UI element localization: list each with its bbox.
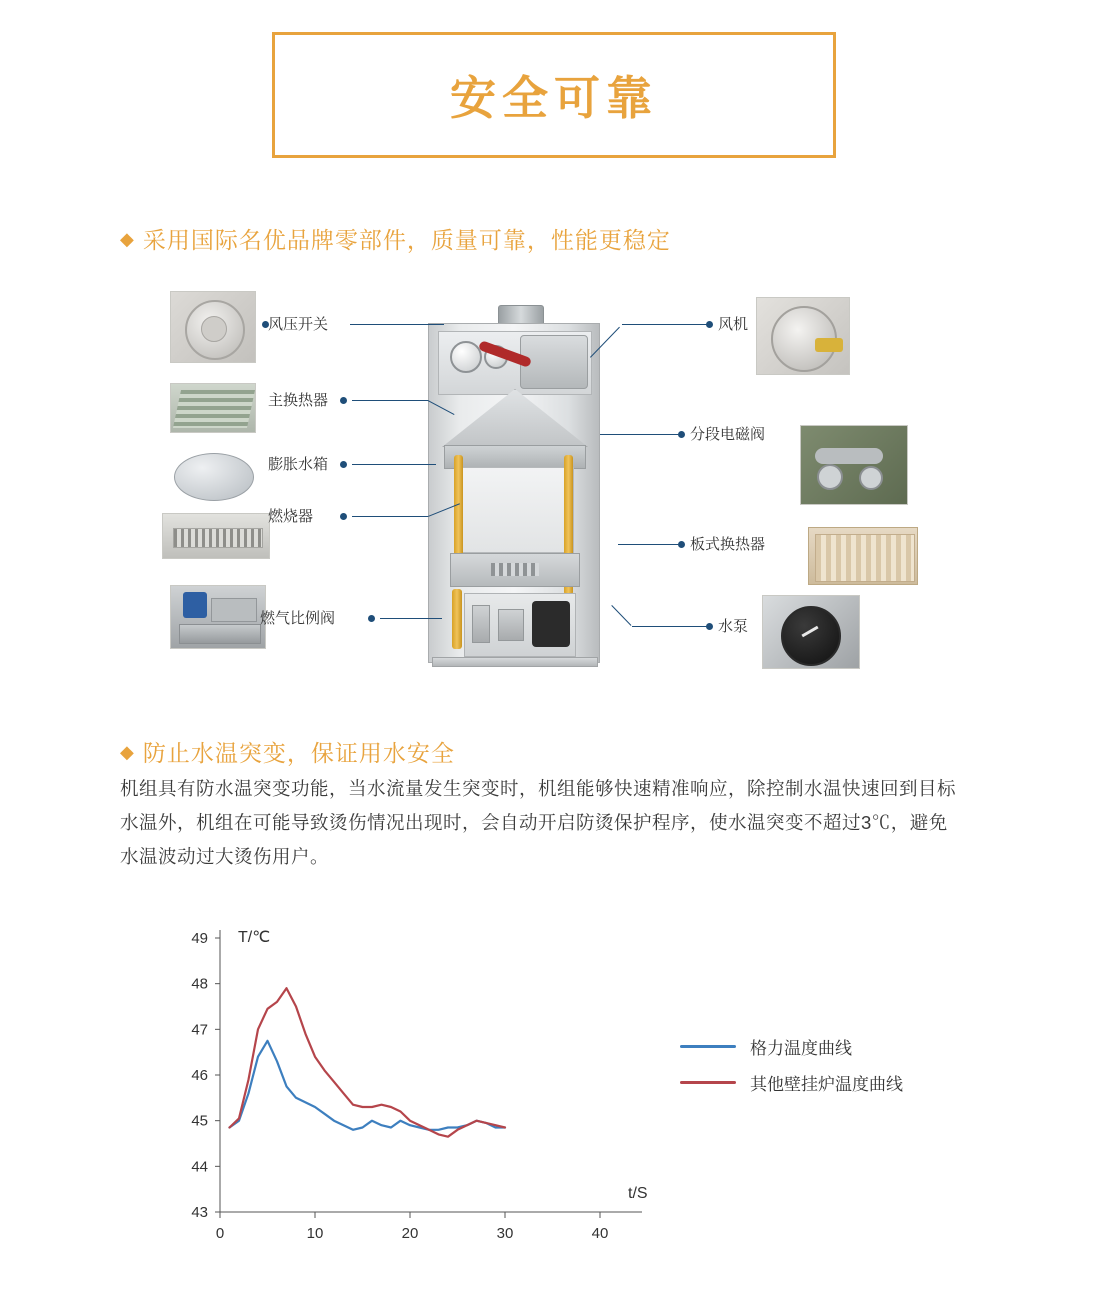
legend-swatch-gree [680, 1045, 736, 1048]
thumb-expansion-tank [170, 445, 256, 507]
diamond-bullet-icon-2: ◆ [120, 741, 135, 762]
callout-label-plate-heat-exchanger: 板式换热器 [690, 536, 766, 553]
thumb-water-pump [762, 595, 860, 669]
callout-label-water-pump: 水泵 [718, 618, 749, 635]
boiler-unit-illustration [428, 305, 600, 665]
boiler-exploded-diagram [0, 275, 1100, 685]
svg-text:47: 47 [191, 1021, 208, 1039]
thumb-main-heat-exchanger [170, 383, 256, 433]
svg-text:20: 20 [401, 1225, 419, 1242]
legend-item-gree [680, 1028, 903, 1064]
leader-dot-gas-proportional-valve [368, 615, 375, 622]
section-heading-components [120, 222, 671, 255]
leader-dot-main-heat-exchanger [340, 397, 347, 404]
section-heading-safety [120, 735, 455, 768]
callout-label-gas-proportional-valve: 燃气比例阀 [260, 610, 336, 627]
callout-label-expansion-tank: 膨胀水箱 [268, 456, 329, 473]
boiler-combustion-chamber [456, 467, 574, 553]
boiler-pump-block [532, 601, 570, 647]
thumb-air-pressure-switch [170, 291, 256, 363]
boiler-base-rail [432, 657, 598, 667]
boiler-valve-one [472, 605, 490, 643]
callout-label-segmented-solenoid-valve: 分段电磁阀 [690, 426, 766, 443]
callout-label-fan: 风机 [718, 316, 749, 333]
svg-text:44: 44 [191, 1158, 208, 1176]
leader-dot-expansion-tank [340, 461, 347, 468]
svg-text:46: 46 [191, 1067, 208, 1084]
svg-text:T/℃: T/℃ [238, 929, 271, 946]
boiler-burner-slots [491, 563, 539, 576]
thumb-plate-heat-exchanger [808, 527, 918, 585]
thumb-gas-proportional-valve [170, 585, 266, 649]
section-heading-safety-text: 防止水温突变，保证用水安全 [142, 740, 455, 766]
svg-text:t/S: t/S [628, 1185, 648, 1202]
thumb-burner [162, 513, 270, 559]
boiler-valve-two [498, 609, 524, 641]
svg-text:40: 40 [591, 1225, 609, 1242]
safety-description-paragraph: 机组具有防水温突变功能，当水流量发生突变时，机组能够快速精准响应，除控制水温快速回到目标水温外，机组在可能导致烫伤情况出现时，会自动开启防烫保护程序，使水温突变不超过3℃，避免水温波动过大烫伤用户。 [120, 778, 957, 867]
callout-label-air-pressure-switch: 风压开关 [268, 316, 329, 333]
boiler-burner [450, 553, 580, 587]
boiler-pressure-gauge [450, 341, 482, 373]
temperature-curve-chart [120, 910, 1020, 1270]
boiler-left-pipe [454, 455, 463, 565]
legend-item-other [680, 1064, 903, 1100]
leader-line-aps-seg [350, 324, 386, 325]
leader-line-main-heat-exchanger [352, 400, 428, 401]
page-title-banner [272, 32, 836, 158]
thumb-fan [756, 297, 850, 375]
boiler-bottom-pipe [452, 589, 462, 649]
svg-text:48: 48 [191, 975, 208, 993]
chart-legend [680, 1028, 903, 1100]
callout-label-main-heat-exchanger: 主换热器 [268, 392, 329, 409]
leader-line-gas-proportional-valve [380, 618, 442, 619]
leader-line-fan [622, 324, 708, 325]
diamond-bullet-icon: ◆ [120, 228, 135, 249]
page-title: 安全可靠 [450, 72, 658, 124]
leader-line-pump-seg [611, 605, 631, 626]
legend-label-other: 其他壁挂炉温度曲线 [750, 1074, 903, 1094]
leader-line-segmented-solenoid-valve [600, 434, 680, 435]
leader-line-plate-heat-exchanger [618, 544, 680, 545]
section-heading-components-text: 采用国际名优品牌零部件，质量可靠，性能更稳定 [142, 227, 671, 253]
svg-text:43: 43 [191, 1204, 208, 1221]
svg-text:0: 0 [215, 1225, 225, 1242]
svg-text:30: 30 [496, 1225, 514, 1242]
svg-text:45: 45 [191, 1112, 208, 1130]
leader-line-expansion-tank [352, 464, 436, 465]
legend-swatch-other [680, 1081, 736, 1084]
legend-label-gree: 格力温度曲线 [750, 1038, 852, 1058]
callout-label-burner: 燃烧器 [268, 508, 314, 525]
svg-text:49: 49 [191, 930, 208, 947]
leader-line-burner [352, 516, 428, 517]
svg-text:10: 10 [306, 1225, 324, 1242]
leader-dot-burner [340, 513, 347, 520]
leader-line-water-pump [632, 626, 708, 627]
thumb-segmented-solenoid-valve [800, 425, 908, 505]
